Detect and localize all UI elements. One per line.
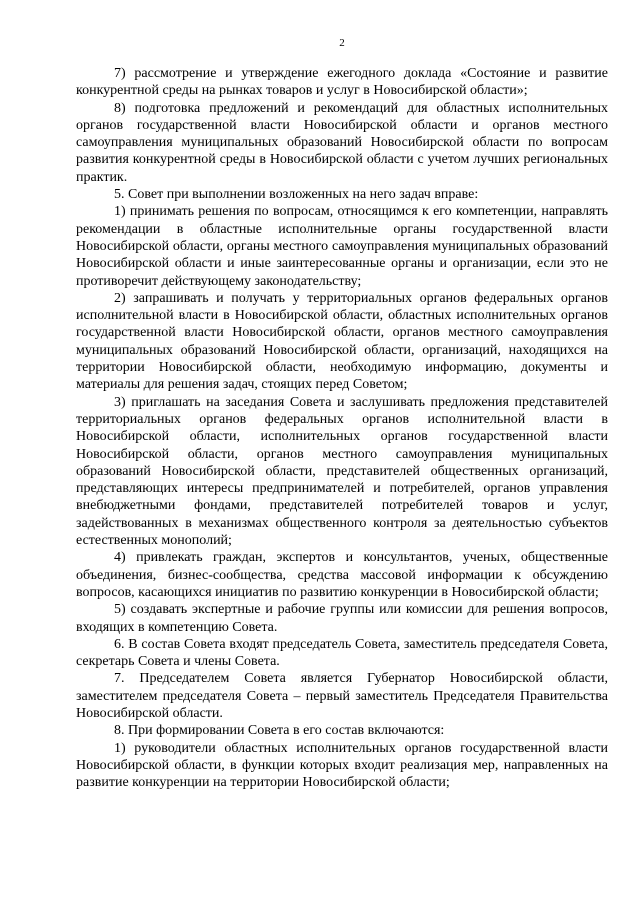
paragraph-right-5: 5) создавать экспертные и рабочие группы или комиссии для решения вопросов, входящих в компетенцию Совета.	[76, 602, 608, 635]
paragraph-member-1: 1) руководители областных исполнительных органов государственной власти Новосибирской области, в функции которых входит реализация мер, направленных на развитие конкуренции на территории Новосибирской области;	[76, 740, 608, 791]
paragraph-section-7: 7. Председателем Совета является Губернатор Новосибирской области, заместителем председателя Совета – первый заместитель Председателя Правительства Новосибирской области.	[76, 671, 608, 721]
paragraph-section-8: 8. При формировании Совета в его состав включаются:	[114, 723, 445, 739]
paragraph-item-7: 7) рассмотрение и утверждение ежегодного доклада «Состояние и развитие конкурентной среды на рынках товаров и услуг в Новосибирской области»;	[76, 66, 608, 99]
paragraph-section-6: 6. В состав Совета входят председатель Совета, заместитель председателя Совета, секретарь Совета и члены Совета.	[76, 636, 608, 670]
paragraph-right-2: 2) запрашивать и получать у территориальных органов федеральных органов исполнительной власти в Новосибирской области, областных исполнительных органов государственной власти Новосибирской области, органов местного самоуправления муниципальных образований Новосибирской области, организаций, находящихся на территории Новосибирской области, необходимую информацию, документы и материалы для решения задач, стоящих перед Советом;	[76, 290, 608, 393]
paragraph-section-5: 5. Совет при выполнении возложенных на него задач вправе:	[114, 187, 479, 203]
paragraph-right-4: 4) привлекать граждан, экспертов и консультантов, ученых, общественные объединения, бизнес-сообщества, средства массовой информации к обсуждению вопросов, касающихся инициатив по развитию конкуренции в Новосибирской области;	[76, 550, 608, 600]
paragraph-right-3: 3) приглашать на заседания Совета и заслушивать предложения представителей территориальных органов федеральных органов исполнительной власти в Новосибирской области, исполнительных органов государственной власти Новосибирской области, органов местного самоуправления муниципальных образований Новосибирской области, представителей общественных организаций, представляющих интересы предпринимателей и потребителей, органов управления внебюджетными фондами, представителей потребителей товаров и услуг, задействованных в механизмах общественного контроля за деятельностью субъектов естественных монополий;	[76, 394, 608, 549]
page-number: 2	[339, 37, 345, 49]
paragraph-right-1: 1) принимать решения по вопросам, относящимся к его компетенции, направлять рекомендации в областные исполнительные органы государственной власти Новосибирской области, органы местного самоуправления муниципальных образований Новосибирской области и иные заинтересованные органы и организации, если это не противоречит действующему законодательству;	[76, 204, 608, 289]
paragraph-item-8: 8) подготовка предложений и рекомендаций для областных исполнительных органов государственной власти Новосибирской области и органов местного самоуправления муниципальных образований Новосибирской области по вопросам развития конкурентной среды в Новосибирской области с учетом лучших региональных практик.	[76, 100, 608, 185]
document-page	[76, 37, 608, 791]
